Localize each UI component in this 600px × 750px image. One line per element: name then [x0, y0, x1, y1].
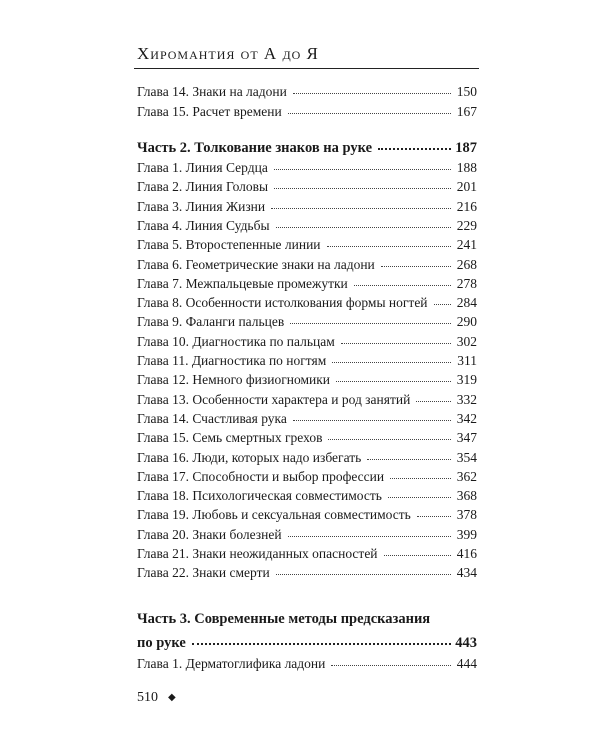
dot-leader: [293, 406, 451, 421]
dot-leader: [288, 99, 451, 114]
dot-leader: [328, 425, 451, 440]
dot-leader: [416, 387, 451, 402]
dot-leader: [331, 651, 451, 666]
toc-entry-page: 278: [456, 275, 477, 291]
toc-entry-title: Глава 8. Особенности истолкования формы ногтей: [137, 295, 428, 311]
toc-entry-title: Глава 12. Немного физиогномики: [137, 372, 331, 388]
toc-entry-page: 399: [456, 526, 477, 542]
dot-leader: [434, 290, 451, 305]
toc-entry-title: Глава 10. Диагностика по пальцам: [137, 333, 335, 349]
toc-entry: [137, 273, 477, 293]
toc-entry-page: 443: [455, 635, 477, 651]
toc-entry-title: Глава 1. Дерматоглифика ладони: [137, 656, 326, 671]
toc-entry-title: Глава 6. Геометрические знаки на ладони: [137, 256, 375, 272]
toc-entry-title: Глава 11. Диагностика по ногтям: [137, 353, 327, 368]
toc-entry-page: 354: [456, 449, 477, 465]
dot-leader: [417, 502, 451, 517]
page-number: 510: [137, 690, 158, 705]
toc-entry-title: Глава 22. Знаки смерти: [137, 565, 270, 581]
toc-entry-page: 284: [456, 295, 477, 311]
dot-leader: [327, 232, 451, 247]
toc-entry-title: Глава 9. Фаланги пальцев: [137, 314, 285, 330]
dot-leader: [388, 483, 451, 498]
dot-leader: [384, 541, 451, 556]
dot-leader: [192, 629, 451, 645]
toc-entry-title: Глава 20. Знаки болезней: [137, 526, 282, 542]
toc-entry-page: 332: [456, 391, 477, 407]
dot-leader: [290, 309, 451, 324]
toc-entry-page: 201: [456, 179, 477, 195]
toc-entry-title: Глава 4. Линия Судьбы: [137, 217, 270, 233]
dot-leader: [378, 134, 451, 150]
toc-entry-title: Глава 1. Линия Сердца: [137, 160, 268, 175]
toc-entry: [137, 101, 477, 121]
toc-entry-title: по руке: [137, 635, 186, 651]
running-header: Хиромантия от А до Я: [137, 44, 319, 63]
toc-entry-page: 188: [456, 160, 477, 175]
toc-entry-page: 362: [456, 468, 477, 484]
dot-leader: [274, 174, 451, 189]
dot-leader: [332, 348, 451, 363]
toc-entry-title: Глава 14. Счастливая рука: [137, 410, 287, 426]
part-heading: [137, 136, 477, 156]
dot-leader: [293, 79, 451, 94]
toc-entry-page: 378: [456, 507, 477, 523]
toc-entry-title: Глава 18. Психологическая совместимость: [137, 488, 382, 504]
dot-leader: [274, 155, 451, 170]
toc-entry-page: 290: [456, 314, 477, 330]
toc-entry-title: Глава 15. Семь смертных грехов: [137, 430, 323, 446]
toc-entry-page: 347: [456, 430, 477, 446]
toc-entry-page: 150: [456, 84, 477, 99]
toc-entry-title: Глава 14. Знаки на ладони: [137, 84, 287, 99]
toc-entry-title: Глава 19. Любовь и сексуальная совместимость: [137, 507, 411, 523]
toc-entry-page: 302: [456, 333, 477, 349]
toc-entry-title: Глава 13. Особенности характера и род занятий: [137, 391, 411, 407]
dot-leader: [381, 252, 451, 267]
diamond-ornament-icon: ◆: [168, 692, 176, 703]
toc-entry-page: 444: [456, 656, 477, 671]
toc-entry-page: 368: [456, 488, 477, 504]
dot-leader: [354, 271, 451, 286]
dot-leader: [341, 329, 451, 344]
part-heading: [137, 631, 477, 651]
part-heading-line1: Часть 3. Современные методы предсказания: [137, 611, 431, 627]
dot-leader: [288, 522, 451, 537]
toc-entry-title: Глава 2. Линия Головы: [137, 179, 269, 195]
toc-entry-page: 319: [456, 372, 477, 388]
dot-leader: [390, 464, 451, 479]
toc-entry-page: 241: [456, 237, 477, 253]
toc-entry-title: Часть 2. Толкование знаков на руке: [137, 140, 373, 156]
dot-leader: [336, 367, 451, 382]
dot-leader: [271, 194, 451, 209]
toc-entry-title: Глава 3. Линия Жизни: [137, 198, 266, 214]
toc-entry-page: 342: [456, 410, 477, 426]
toc-entry-page: 268: [456, 256, 477, 272]
toc-entry-page: 416: [456, 546, 477, 561]
toc-entry-title: Глава 17. Способности и выбор профессии: [137, 468, 385, 484]
dot-leader: [367, 445, 451, 460]
toc-entry-page: 187: [455, 140, 477, 156]
dot-leader: [276, 213, 451, 228]
toc-entry-title: Глава 15. Расчет времени: [137, 103, 282, 119]
toc-entry-title: Глава 21. Знаки неожиданных опасностей: [137, 546, 378, 561]
toc-entry-page: 311: [457, 353, 477, 368]
toc-entry: [137, 562, 477, 582]
toc-entry-page: 434: [456, 565, 477, 581]
toc-entry: [137, 653, 477, 673]
header-rule: [134, 68, 479, 69]
dot-leader: [276, 560, 451, 575]
page-footer: [137, 690, 176, 706]
toc-entry-page: 216: [456, 198, 477, 214]
toc-entry-page: 229: [456, 217, 477, 233]
toc-entry-title: Глава 7. Межпальцевые промежутки: [137, 275, 348, 291]
toc-entry-page: 167: [456, 103, 477, 119]
toc-entry-title: Глава 5. Второстепенные линии: [137, 237, 321, 253]
toc-entry-title: Глава 16. Люди, которых надо избегать: [137, 449, 362, 465]
